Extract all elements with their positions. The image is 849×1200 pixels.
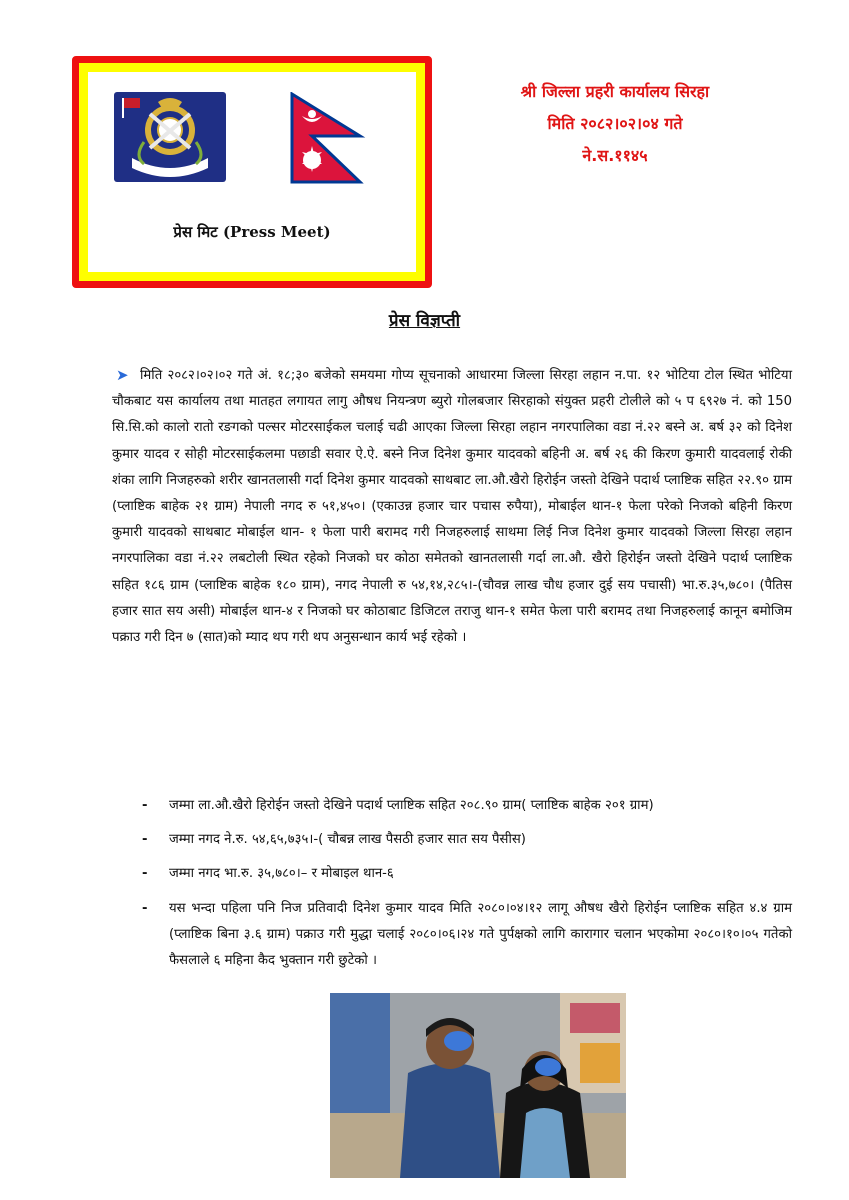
office-date: मिति २०८२।०२।०४ गते <box>547 114 683 133</box>
list-item <box>142 861 792 887</box>
office-header <box>470 76 760 172</box>
list-item <box>142 896 792 975</box>
list-item-text: जम्मा ला.औ.खैरो हिरोईन जस्तो देखिने पदार्थ प्लाष्टिक सहित २०८.९० ग्राम( प्लाष्टिक बाहेक २०१ ग्राम) <box>169 798 654 813</box>
dash-bullet-icon: - <box>142 900 148 916</box>
main-paragraph <box>112 363 792 651</box>
press-meet-title: प्रेस मिट (Press Meet) <box>173 223 331 241</box>
list-item <box>142 827 792 853</box>
list-item <box>142 793 792 819</box>
arrow-bullet-icon: ➤ <box>116 366 129 384</box>
press-release-heading: प्रेस विज्ञप्ती <box>388 311 461 331</box>
suspects-photo-image <box>330 993 626 1178</box>
office-name: श्री जिल्ला प्रहरी कार्यालय सिरहा <box>520 82 710 101</box>
press-meet-frame <box>72 56 432 288</box>
press-meet-panel <box>88 72 416 272</box>
dash-bullet-icon: - <box>142 798 148 813</box>
list-item-text: जम्मा नगद भा.रु. ३५,७८०।– र मोबाइल थान-६ <box>169 866 394 882</box>
dash-bullet-icon: - <box>142 866 148 882</box>
nepal-police-emblem-icon <box>114 92 226 182</box>
summary-list <box>142 793 792 982</box>
suspects-photo <box>330 993 626 1178</box>
office-era-date: ने.स.११४५ <box>582 146 648 165</box>
main-paragraph-text: मिति २०८२।०२।०२ गते अं. १८;३० बजेको समयमा गोप्य सूचनाको आधारमा जिल्ला सिरहा लहान न.पा. १२ भोटिया टोल स्थित भोटिया चौकबाट यस कार्यालय तथा मातहत लगायत लागु औषध नियन्त्रण ब्युरो गोलबजार सिरहाको संयुक्त प्रहरी टोलीले को ५ प ६९२७ नं. को 150 सि.सि.को कालो रातो रङगको पल्सर मोटरसाईकल चलाई चढी आएका जिल्ला सिरहा लहान नगरपालिका वडा नं.२२ बस्ने अ. बर्ष ३२ को दिनेश कुमार यादव र सोही मोटरसाईकलमा पछाडी सवार ऐ.ऐ. बस्ने निज दिनेश कुमार यादवको बहिनी अ. बर्ष २६ की किरण कुमारी यादवलाई रोकी शंका लागि निजहरुको शरीर खानतलासी गर्दा दिनेश कुमार यादवको साथबाट ला.औ.खैरो हिरोईन जस्तो देखिने पदार्थ प्लाष्टिक सहित २२.९० ग्राम (प्लाष्टिक बाहेक २१ ग्राम) नेपाली नगद रु ५१,४५०। (एकाउन्न हजार चार पचास रुपैया), मोबाईल थान-१ फेला परेको निजको बहिनी किरण कुमारी यादवको साथबाट मोबाईल थान- १ फेला पारी बरामद गरी निजहरुलाई साथमा लिई निज दिनेश कुमार यादवको जिल्ला सिरहा लहान नगरपालिका वडा नं.२२ लबटोली स्थित रहेको निजको घर कोठा समेतको खानतलासी गर्दा ला.औ. खैरो हिरोईन जस्तो देखिने पदार्थ प्लाष्टिक सहित १८६ ग्राम (प्लाष्टिक बाहेक १८० ग्राम), नगद नेपाली रु ५४,१४,२८५।-(चौवन्न लाख चौध हजार दुई सय पचासी) भा.रु.३५,७८०। (पैतिस हजार सात सय असी) मोबाईल थान-४ र निजको घर कोठाबाट डिजिटल तराजु थान-१ समेत फेला पारी बरामद तथा निजहरुलाई कानून बमोजिम पक्राउ गरी दिन ७ (सात)को म्याद थप गरी थप अनुसन्धान कार्य भई रहेको । <box>112 368 792 646</box>
dash-bullet-icon: - <box>142 832 148 848</box>
list-item-text: जम्मा नगद ने.रु. ५४,६५,७३५।-( चौबन्न लाख पैसठी हजार सात सय पैसीस) <box>169 832 526 848</box>
list-item-text: यस भन्दा पहिला पनि निज प्रतिवादी दिनेश कुमार यादव मिति २०८०।०४।१२ लागू औषध खैरो हिरोईन प्लाष्टिक सहित ४.४ ग्राम (प्लाष्टिक बिना ३.६ ग्राम) पक्राउ गरी मुद्धा चलाई २०८०।०६।२४ गते पुर्पक्षको लागि कारागार चलान भएकोमा २०८०।१०।०५ गतेको फैसलाले ६ महिना कैद भुक्तान गरी छुटेको । <box>169 900 792 969</box>
nepal-flag-icon <box>290 92 366 184</box>
